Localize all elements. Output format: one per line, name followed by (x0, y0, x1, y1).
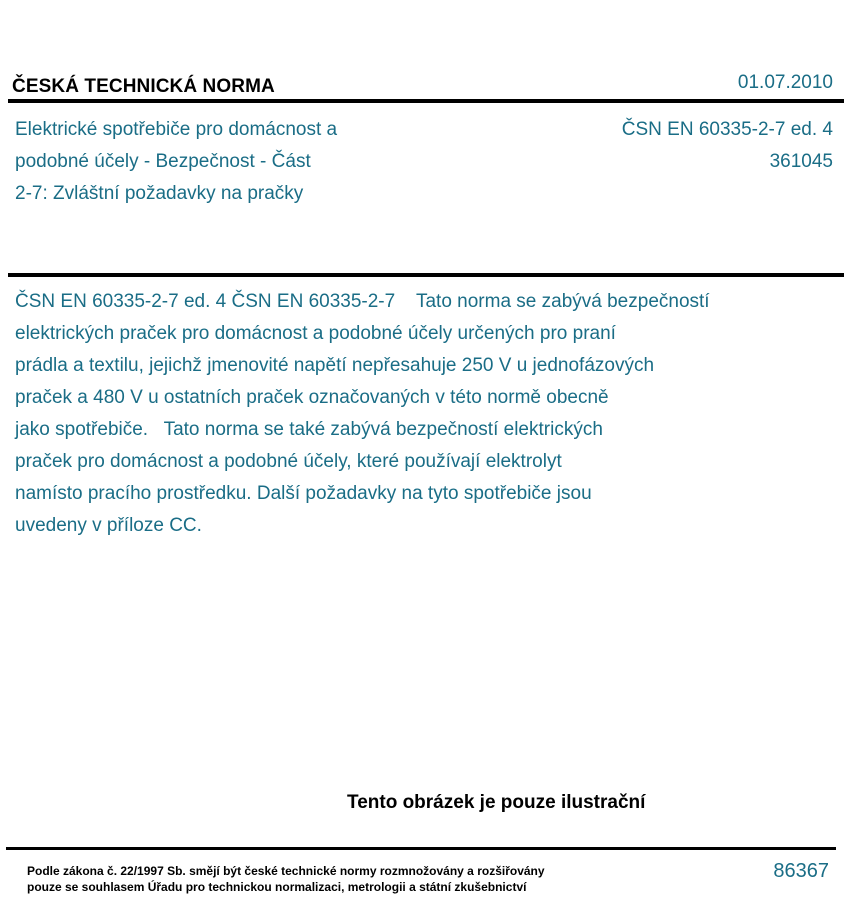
legal-notice-line: Podle zákona č. 22/1997 Sb. smějí být české technické normy rozmnožovány a rozšiřovány (27, 864, 545, 878)
abstract-line: ČSN EN 60335-2-7 ed. 4 ČSN EN 60335-2-7 Tato norma se zabývá bezpečností (15, 291, 710, 312)
header-divider (8, 99, 844, 103)
abstract-line: praček a 480 V u ostatních praček označovaných v této normě obecně (15, 387, 609, 408)
document-code: 86367 (773, 860, 829, 882)
abstract-line: uvedeny v příloze CC. (15, 515, 202, 536)
legal-notice-line: pouze se souhlasem Úřadu pro technickou normalizaci, metrologii a státní zkušebnictví (27, 880, 527, 894)
publication-date: 01.07.2010 (737, 72, 833, 93)
section-divider (8, 273, 844, 277)
illustration-disclaimer: Tento obrázek je pouze ilustrační (347, 792, 646, 813)
abstract-text (15, 286, 815, 542)
abstract-line: elektrických praček pro domácnost a podobné účely určených pro praní (15, 323, 616, 344)
standard-header-title: ČESKÁ TECHNICKÁ NORMA (12, 76, 275, 97)
document-title-line: Elektrické spotřebiče pro domácnost a (15, 119, 338, 140)
abstract-line: prádla a textilu, jejichž jmenovité napětí nepřesahuje 250 V u jednofázových (15, 355, 655, 376)
footer-divider (6, 847, 836, 850)
standard-number: ČSN EN 60335-2-7 ed. 4 (621, 119, 833, 140)
abstract-line: jako spotřebiče. Tato norma se také zabývá bezpečností elektrických (15, 419, 603, 440)
document-title-line: podobné účely - Bezpečnost - Část (15, 151, 311, 172)
document-title-line: 2-7: Zvláštní požadavky na pračky (15, 183, 304, 204)
legal-notice (27, 863, 545, 895)
document-title (15, 114, 415, 210)
document-identifiers (622, 114, 833, 178)
abstract-line: namísto pracího prostředku. Další požadavky na tyto spotřebiče jsou (15, 483, 592, 504)
abstract-line: praček pro domácnost a podobné účely, které používají elektrolyt (15, 451, 562, 472)
classification-code: 361045 (769, 151, 833, 172)
